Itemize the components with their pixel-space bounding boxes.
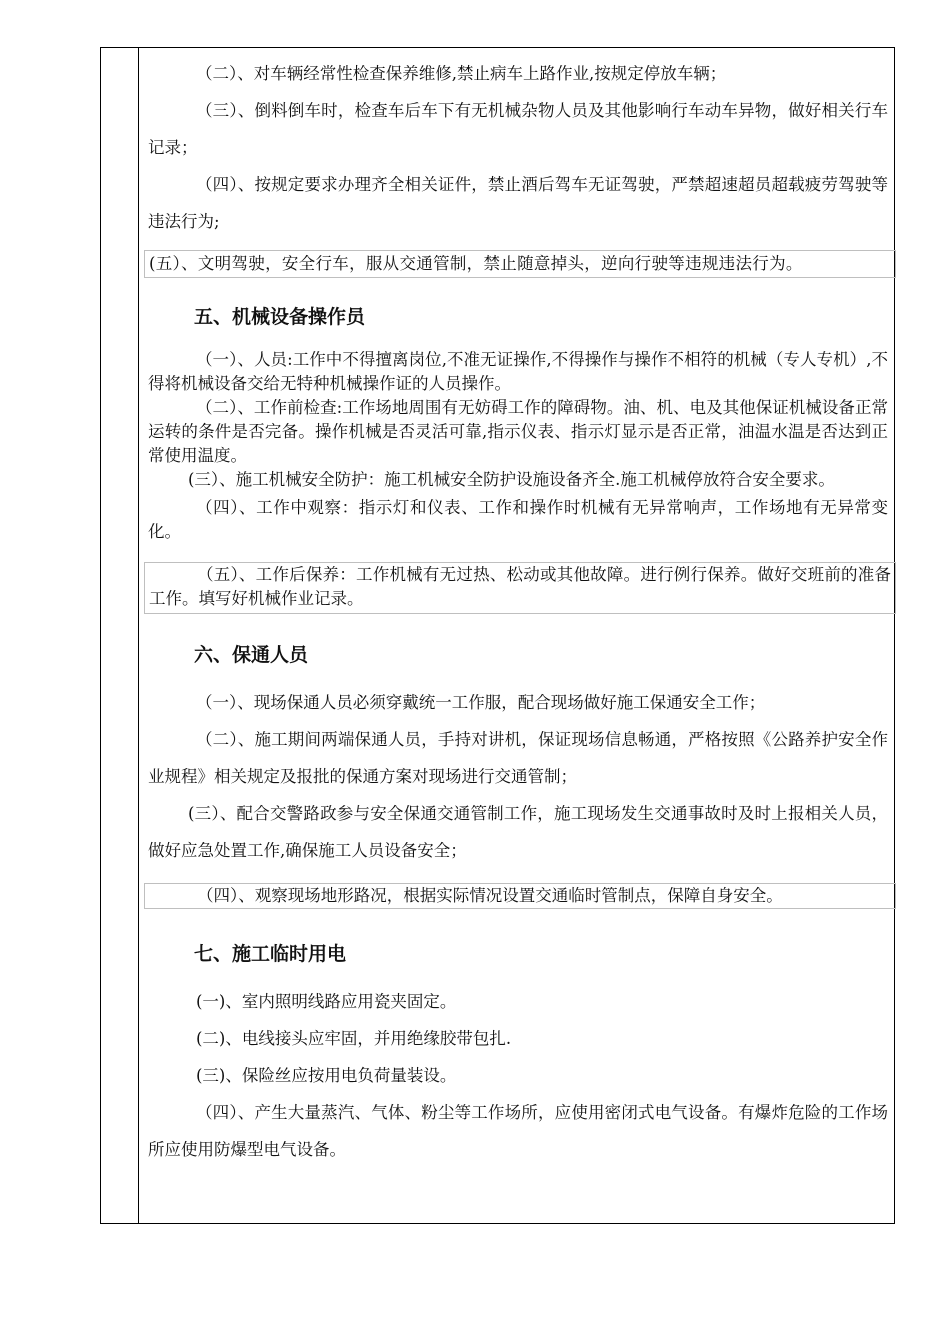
section-5-heading: 五、机械设备操作员 — [194, 306, 366, 328]
s7-paragraph-1: (一)、室内照明线路应用瓷夹固定。 — [196, 992, 457, 1011]
s6-paragraph-1: （一）、现场保通人员必须穿戴统一工作服，配合现场做好施工保通安全工作； — [196, 693, 766, 712]
section-6-heading: 六、保通人员 — [194, 644, 309, 666]
s5-paragraph-2: （二）、工作前检查:工作场地周围有无妨碍工作的障碍物。油、机、电及其他保证机械设备正常运转的条件是否完备。操作机械是否灵活可靠,指示仪表、指示灯显示是否正常，油温水温是否达到正常使用温度。 — [148, 398, 888, 465]
s4-paragraph-3: （三）、倒料倒车时，检查车后车下有无机械杂物人员及其他影响行车动车异物，做好相关行车记录； — [148, 101, 888, 157]
section-7-heading: 七、施工临时用电 — [194, 943, 347, 965]
s6-paragraph-3: (三）、配合交警路政参与安全保通交通管制工作，施工现场发生交通事故时及时上报相关人员，做好应急处置工作,确保施工人员设备安全； — [148, 804, 888, 860]
s5-paragraph-3: (三）、施工机械安全防护：施工机械安全防护设施设备齐全.施工机械停放符合安全要求。 — [188, 470, 835, 489]
s7-paragraph-4: （四）、产生大量蒸汽、气体、粉尘等工作场所，应使用密闭式电气设备。有爆炸危险的工作场所应使用防爆型电气设备。 — [148, 1103, 888, 1159]
s4-paragraph-2: （二）、对车辆经常性检查保养维修,禁止病车上路作业,按规定停放车辆； — [196, 64, 727, 83]
s6-paragraph-4: （四）、观察现场地形路况，根据实际情况设置交通临时管制点，保障自身安全。 — [144, 883, 896, 909]
document-body — [148, 58, 891, 1168]
s7-paragraph-2: (二)、电线接头应牢固，并用绝缘胶带包扎. — [196, 1029, 512, 1048]
s4-paragraph-4: （四）、按规定要求办理齐全相关证件，禁止酒后驾车无证驾驶，严禁超速超员超载疲劳驾驶等违法行为; — [148, 175, 888, 231]
s6-paragraph-2: （二）、施工期间两端保通人员，手持对讲机，保证现场信息畅通，严格按照《公路养护安全作业规程》相关规定及报批的保通方案对现场进行交通管制； — [148, 730, 888, 786]
s5-paragraph-4: （四）、工作中观察：指示灯和仪表、工作和操作时机械有无异常响声，工作场地有无异常变化。 — [148, 498, 888, 541]
s5-paragraph-1: （一）、人员:工作中不得擅离岗位,不准无证操作,不得操作与操作不相符的机械（专人专机）,不得将机械设备交给无特种机械操作证的人员操作。 — [148, 350, 888, 393]
s5-paragraph-5: （五）、工作后保养：工作机械有无过热、松动或其他故障。进行例行保养。做好交班前的准备工作。填写好机械作业记录。 — [144, 562, 896, 614]
s4-paragraph-5: (五）、文明驾驶，安全行车，服从交通管制，禁止随意掉头，逆向行驶等违规违法行为。 — [144, 250, 896, 278]
table-left-column-divider — [138, 47, 139, 1224]
s7-paragraph-3: (三)、保险丝应按用电负荷量装设。 — [196, 1066, 457, 1085]
